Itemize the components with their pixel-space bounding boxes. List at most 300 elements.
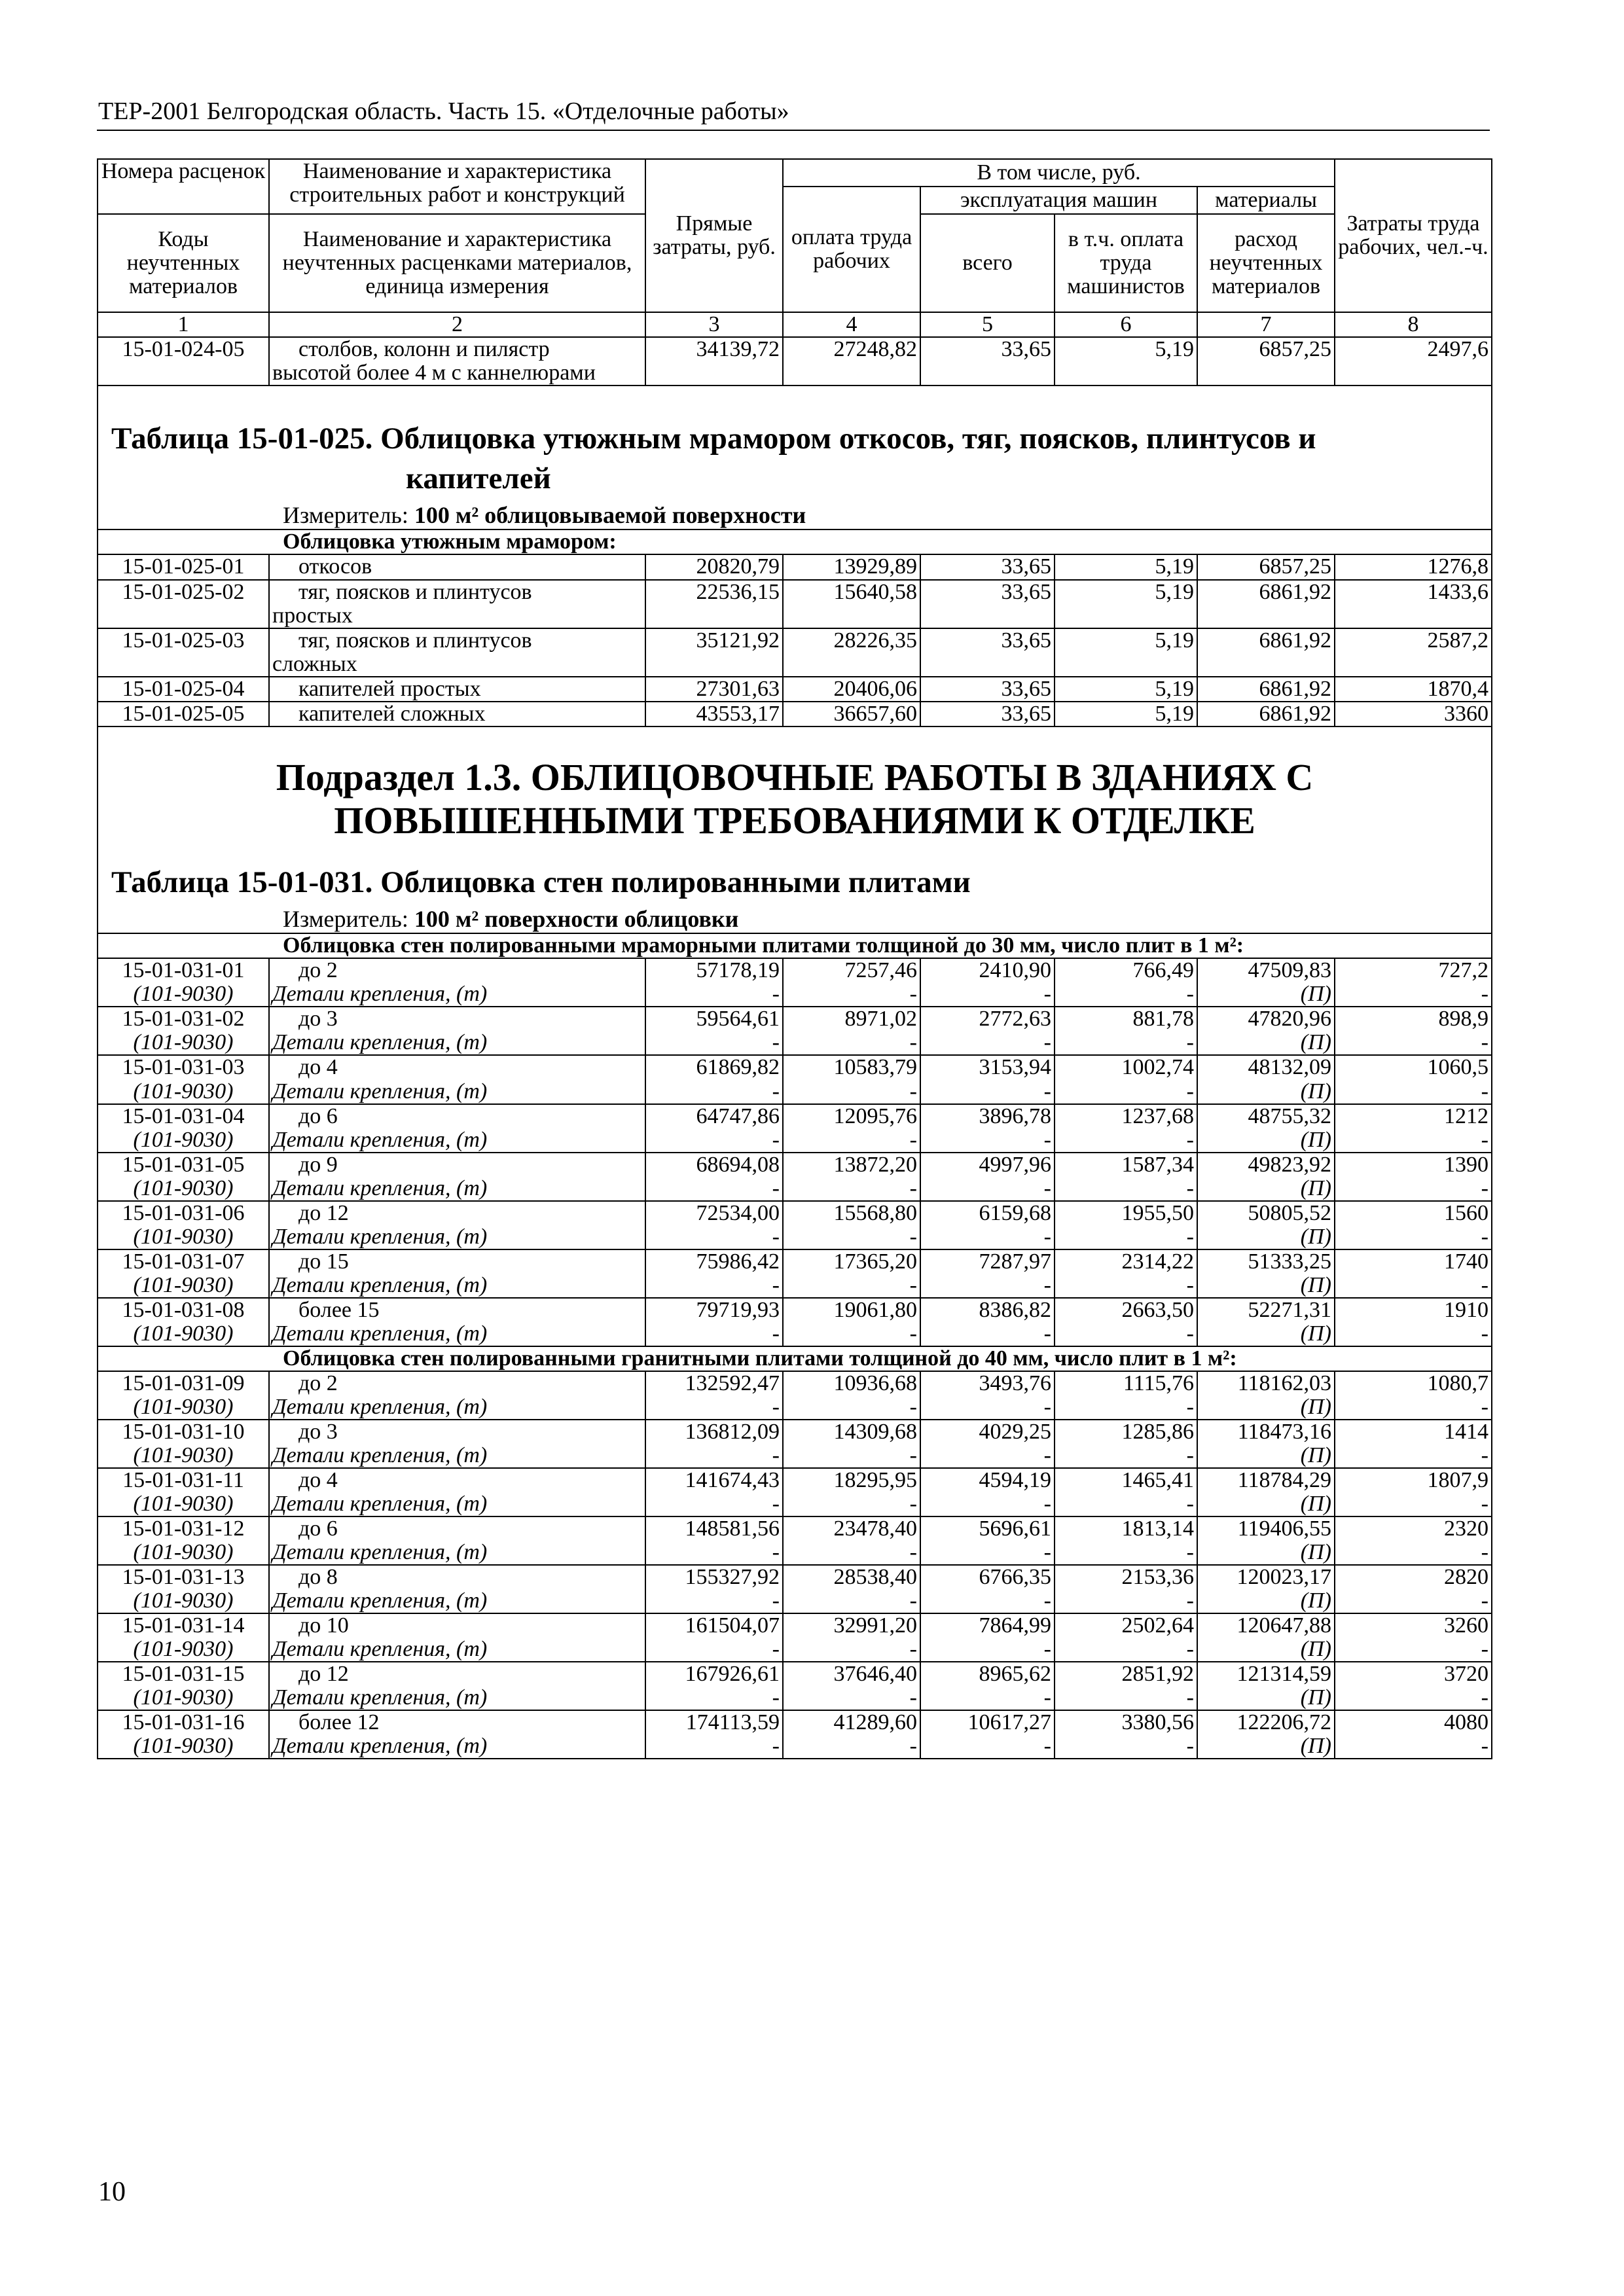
labor-hours-value: 1212 — [1444, 1103, 1489, 1128]
material-dash: - — [1186, 1079, 1194, 1103]
table-025-title-line2: капителей — [406, 461, 551, 496]
materials-cost — [1197, 958, 1335, 1007]
rate-code-main: 15-01-031-07 — [122, 1249, 245, 1274]
material-dash: - — [1043, 1030, 1051, 1055]
material-dash: - — [1186, 1492, 1194, 1516]
machines-total-value: 7864,99 — [979, 1613, 1051, 1638]
rate-code: 15-01-025-05 — [98, 702, 269, 726]
machines-total-value: 3493,76 — [979, 1371, 1051, 1395]
material-dash: - — [1481, 1272, 1489, 1297]
machines-total — [920, 1055, 1055, 1103]
material-code: (101-9030) — [133, 1685, 234, 1710]
machines-total-value: 10617,27 — [967, 1710, 1051, 1735]
col-num-2: 2 — [269, 312, 645, 337]
material-mark: (П) — [1300, 1685, 1331, 1710]
rate-name-line1: более 12 — [298, 1710, 380, 1735]
rate-name — [269, 628, 645, 677]
rate-code — [98, 1613, 269, 1662]
table-row — [98, 1613, 1492, 1662]
materials-cost — [1197, 1516, 1335, 1565]
table-row — [98, 702, 1492, 726]
labor-hours: 2587,2 — [1335, 628, 1492, 677]
materials-cost — [1197, 1201, 1335, 1249]
labor-pay: 20406,06 — [783, 677, 920, 702]
material-name: Детали крепления, (т) — [272, 1127, 488, 1152]
machines-total — [920, 1007, 1055, 1055]
table-row — [98, 1420, 1492, 1468]
material-dash: - — [1186, 1394, 1194, 1419]
material-dash: - — [909, 1224, 917, 1249]
labor-hours-value: 2820 — [1444, 1565, 1489, 1590]
material-name: Детали крепления, (т) — [272, 1637, 488, 1662]
material-name: Детали крепления, (т) — [272, 1540, 488, 1565]
direct-cost-value: 155327,92 — [685, 1565, 780, 1590]
material-dash: - — [909, 1272, 917, 1297]
rate-name — [269, 1104, 645, 1153]
rate-name-line1: до 12 — [298, 1662, 349, 1687]
labor-pay: 28226,35 — [783, 628, 920, 677]
direct-cost — [645, 1371, 783, 1420]
direct-cost — [645, 1153, 783, 1201]
material-dash: - — [1043, 1127, 1051, 1152]
material-dash: - — [1186, 1272, 1194, 1297]
direct-cost — [645, 958, 783, 1007]
machines-total — [920, 1371, 1055, 1420]
material-code: (101-9030) — [133, 1224, 234, 1249]
rate-name-line2: сложных — [272, 651, 357, 676]
col-num-7: 7 — [1197, 312, 1335, 337]
labor-hours: 1276,8 — [1335, 554, 1492, 579]
materials-cost-value: 51333,25 — [1248, 1249, 1331, 1274]
rate-code-main: 15-01-031-10 — [122, 1419, 245, 1444]
machines-total: 33,65 — [920, 337, 1055, 386]
head-numbers-row — [98, 312, 1492, 337]
material-code: (101-9030) — [133, 1492, 234, 1516]
material-dash: - — [1481, 1127, 1489, 1152]
labor-hours-value: 3260 — [1444, 1613, 1489, 1638]
machines-total — [920, 1298, 1055, 1346]
direct-cost — [645, 1710, 783, 1759]
material-mark: (П) — [1300, 1224, 1331, 1249]
labor-hours-value: 1080,7 — [1427, 1371, 1489, 1395]
materials-cost-value: 52271,31 — [1248, 1297, 1331, 1322]
material-mark: (П) — [1300, 1321, 1331, 1346]
direct-cost: 34139,72 — [645, 337, 783, 386]
table-row — [98, 337, 1492, 386]
table-025-title-row — [98, 386, 1492, 529]
material-dash: - — [1186, 1637, 1194, 1662]
head-materials: материалы — [1197, 187, 1335, 214]
table-row — [98, 580, 1492, 628]
table-row — [98, 554, 1492, 579]
labor-pay-value: 10583,79 — [833, 1055, 917, 1080]
material-mark: (П) — [1300, 1030, 1331, 1055]
material-code: (101-9030) — [133, 1079, 234, 1103]
rate-code — [98, 1420, 269, 1468]
table-025-title-line1: Таблица 15-01-025. Облицовка утюжным мрамором откосов, тяг, поясков, плинтусов и — [111, 422, 1316, 456]
material-mark: (П) — [1300, 1492, 1331, 1516]
machinists-pay — [1055, 1371, 1197, 1420]
material-dash: - — [909, 1079, 917, 1103]
material-name: Детали крепления, (т) — [272, 1734, 488, 1759]
table-025-group-title: Облицовка утюжным мрамором: — [98, 529, 1492, 554]
labor-pay-value: 10936,68 — [833, 1371, 917, 1395]
material-dash: - — [1186, 1224, 1194, 1249]
material-dash: - — [909, 1175, 917, 1200]
labor-hours: 3360 — [1335, 702, 1492, 726]
machines-total — [920, 1613, 1055, 1662]
machinists-pay — [1055, 1055, 1197, 1103]
machinists-pay — [1055, 1201, 1197, 1249]
rate-name — [269, 1371, 645, 1420]
labor-hours — [1335, 1662, 1492, 1710]
rate-code — [98, 1249, 269, 1298]
material-mark: (П) — [1300, 1637, 1331, 1662]
head-col2-bottom: Наименование и характеристика неучтенных расценками материалов, единица измерения — [269, 214, 645, 312]
material-name: Детали крепления, (т) — [272, 1079, 488, 1103]
rate-name-line2: высотой более 4 м с каннелюрами — [272, 361, 596, 386]
machinists-pay: 5,19 — [1055, 702, 1197, 726]
machinists-pay — [1055, 1565, 1197, 1613]
machinists-pay-value: 1237,68 — [1121, 1103, 1194, 1128]
rate-name-line1: до 2 — [298, 958, 338, 983]
material-dash: - — [1481, 1685, 1489, 1710]
rate-code: 15-01-025-04 — [98, 677, 269, 702]
head-col8: Затраты труда рабочих, чел.-ч. — [1335, 159, 1492, 312]
material-dash: - — [772, 1492, 780, 1516]
table-row — [98, 628, 1492, 677]
materials-cost — [1197, 1371, 1335, 1420]
machines-total — [920, 1710, 1055, 1759]
material-dash: - — [1186, 1540, 1194, 1565]
head-machines: эксплуатация машин — [920, 187, 1197, 214]
direct-cost-value: 136812,09 — [685, 1419, 780, 1444]
rates-table — [97, 158, 1492, 1759]
machines-total — [920, 1516, 1055, 1565]
materials-cost-value: 47509,83 — [1248, 958, 1331, 983]
material-dash: - — [1043, 1734, 1051, 1759]
material-dash: - — [1043, 982, 1051, 1007]
labor-pay-value: 12095,76 — [833, 1103, 917, 1128]
table-row — [98, 1298, 1492, 1346]
table-row — [98, 677, 1492, 702]
material-code: (101-9030) — [133, 1127, 234, 1152]
machinists-pay — [1055, 1468, 1197, 1516]
direct-cost-value: 148581,56 — [685, 1516, 780, 1541]
rate-code-main: 15-01-031-13 — [122, 1565, 245, 1590]
direct-cost — [645, 1565, 783, 1613]
rate-code-main: 15-01-031-15 — [122, 1662, 245, 1687]
material-code: (101-9030) — [133, 1394, 234, 1419]
machines-total-value: 5696,61 — [979, 1516, 1051, 1541]
table-031-measure — [98, 903, 1491, 933]
materials-cost — [1197, 1613, 1335, 1662]
materials-cost-value: 119406,55 — [1237, 1516, 1331, 1541]
material-dash: - — [1043, 1685, 1051, 1710]
material-code: (101-9030) — [133, 1637, 234, 1662]
material-name: Детали крепления, (т) — [272, 1685, 488, 1710]
machinists-pay — [1055, 1420, 1197, 1468]
rate-code — [98, 1662, 269, 1710]
labor-hours-value: 1060,5 — [1427, 1055, 1489, 1080]
rate-name-line1: до 6 — [298, 1103, 338, 1128]
material-code: (101-9030) — [133, 1272, 234, 1297]
labor-pay — [783, 1201, 920, 1249]
direct-cost — [645, 1055, 783, 1103]
table-row — [98, 1055, 1492, 1103]
header-rule — [97, 130, 1490, 131]
machines-total — [920, 1565, 1055, 1613]
rate-code-main: 15-01-031-02 — [122, 1007, 245, 1031]
labor-pay-value: 14309,68 — [833, 1419, 917, 1444]
machinists-pay-value: 766,49 — [1132, 958, 1194, 983]
materials-cost: 6861,92 — [1197, 580, 1335, 628]
direct-cost-value: 75986,42 — [696, 1249, 780, 1274]
material-code: (101-9030) — [133, 1030, 234, 1055]
materials-cost: 6861,92 — [1197, 677, 1335, 702]
material-dash: - — [1186, 1685, 1194, 1710]
material-dash: - — [1481, 1540, 1489, 1565]
materials-cost: 6861,92 — [1197, 628, 1335, 677]
rate-name-line1: тяг, поясков и плинтусов — [298, 579, 532, 604]
labor-pay — [783, 1613, 920, 1662]
materials-cost-value: 47820,96 — [1248, 1007, 1331, 1031]
materials-cost — [1197, 1104, 1335, 1153]
rate-name — [269, 1468, 645, 1516]
material-code: (101-9030) — [133, 1588, 234, 1613]
labor-pay: 36657,60 — [783, 702, 920, 726]
material-dash: - — [1043, 1540, 1051, 1565]
direct-cost-value: 174113,59 — [685, 1710, 780, 1735]
machinists-pay-value: 2663,50 — [1121, 1297, 1194, 1322]
rate-code — [98, 1516, 269, 1565]
col-num-1: 1 — [98, 312, 269, 337]
machines-total-value: 6159,68 — [979, 1200, 1051, 1225]
rate-name-line1: до 8 — [298, 1565, 338, 1590]
material-code: (101-9030) — [133, 982, 234, 1007]
direct-cost: 35121,92 — [645, 628, 783, 677]
labor-pay — [783, 1055, 920, 1103]
materials-cost-value: 48755,32 — [1248, 1103, 1331, 1128]
labor-hours — [1335, 1420, 1492, 1468]
machines-total-value: 6766,35 — [979, 1565, 1051, 1590]
material-dash: - — [1186, 1588, 1194, 1613]
material-mark: (П) — [1300, 1079, 1331, 1103]
machines-total-value: 4997,96 — [979, 1152, 1051, 1177]
table-row — [98, 1468, 1492, 1516]
labor-pay-value: 8971,02 — [844, 1007, 917, 1031]
materials-cost — [1197, 1298, 1335, 1346]
material-dash: - — [772, 1540, 780, 1565]
table-row — [98, 1710, 1492, 1759]
direct-cost: 27301,63 — [645, 677, 783, 702]
material-mark: (П) — [1300, 1394, 1331, 1419]
labor-hours — [1335, 1153, 1492, 1201]
rate-code — [98, 1104, 269, 1153]
rate-name — [269, 337, 645, 386]
machinists-pay: 5,19 — [1055, 580, 1197, 628]
labor-hours — [1335, 1468, 1492, 1516]
machinists-pay — [1055, 1298, 1197, 1346]
section-title-line1: Подраздел 1.3. ОБЛИЦОВОЧНЫЕ РАБОТЫ В ЗДАНИЯХ С — [276, 755, 1314, 798]
material-code: (101-9030) — [133, 1540, 234, 1565]
machines-total-value: 8386,82 — [979, 1297, 1051, 1322]
machinists-pay — [1055, 1662, 1197, 1710]
rate-code — [98, 1565, 269, 1613]
labor-pay-value: 17365,20 — [833, 1249, 917, 1274]
material-dash: - — [1481, 1079, 1489, 1103]
material-dash: - — [772, 982, 780, 1007]
head-col2-top: Наименование и характеристика строительных работ и конструкций — [269, 159, 645, 214]
rate-name — [269, 702, 645, 726]
labor-hours-value: 2320 — [1444, 1516, 1489, 1541]
rate-name-line1: до 12 — [298, 1200, 349, 1225]
direct-cost — [645, 1420, 783, 1468]
rate-code — [98, 958, 269, 1007]
labor-pay-value: 13872,20 — [833, 1152, 917, 1177]
material-dash: - — [772, 1127, 780, 1152]
machinists-pay: 5,19 — [1055, 677, 1197, 702]
labor-pay — [783, 1662, 920, 1710]
material-dash: - — [1481, 1734, 1489, 1759]
rate-name — [269, 1201, 645, 1249]
material-dash: - — [772, 1079, 780, 1103]
material-dash: - — [1043, 1321, 1051, 1346]
labor-pay-value: 28538,40 — [833, 1565, 917, 1590]
labor-hours — [1335, 1201, 1492, 1249]
material-dash: - — [1186, 1734, 1194, 1759]
machines-total-value: 4594,19 — [979, 1468, 1051, 1492]
table-row — [98, 1516, 1492, 1565]
materials-cost-value: 121314,59 — [1236, 1662, 1331, 1687]
machinists-pay — [1055, 1516, 1197, 1565]
head-incl: В том числе, руб. — [783, 159, 1335, 187]
material-name: Детали крепления, (т) — [272, 1224, 488, 1249]
rate-name — [269, 958, 645, 1007]
rate-name-line1: капителей простых — [298, 676, 481, 701]
rate-code-main: 15-01-031-14 — [122, 1613, 245, 1638]
material-code: (101-9030) — [133, 1321, 234, 1346]
machines-total: 33,65 — [920, 702, 1055, 726]
table-025-group-row — [98, 529, 1492, 554]
direct-cost-value: 132592,47 — [685, 1371, 780, 1395]
direct-cost: 20820,79 — [645, 554, 783, 579]
material-dash: - — [1481, 1224, 1489, 1249]
table-row — [98, 1249, 1492, 1298]
labor-pay-value: 32991,20 — [833, 1613, 917, 1638]
materials-cost — [1197, 1007, 1335, 1055]
labor-pay — [783, 1298, 920, 1346]
machinists-pay-value: 1465,41 — [1121, 1468, 1194, 1492]
direct-cost — [645, 1249, 783, 1298]
material-mark: (П) — [1300, 982, 1331, 1007]
machines-total-value: 2772,63 — [979, 1007, 1051, 1031]
material-dash: - — [1186, 1321, 1194, 1346]
rate-code — [98, 1468, 269, 1516]
machines-total — [920, 958, 1055, 1007]
material-dash: - — [1481, 1588, 1489, 1613]
material-dash: - — [1481, 1030, 1489, 1055]
measure-label: Измеритель: — [283, 906, 408, 933]
machines-total: 33,65 — [920, 580, 1055, 628]
material-dash: - — [1481, 1443, 1489, 1467]
material-dash: - — [772, 1321, 780, 1346]
labor-pay — [783, 1565, 920, 1613]
material-dash: - — [1043, 1224, 1051, 1249]
material-dash: - — [772, 1224, 780, 1249]
labor-hours — [1335, 1249, 1492, 1298]
material-dash: - — [909, 1540, 917, 1565]
materials-cost — [1197, 1153, 1335, 1201]
table-031-measure-value: 100 м² поверхности облицовки — [414, 906, 739, 933]
table-row — [98, 1104, 1492, 1153]
labor-hours — [1335, 1613, 1492, 1662]
rate-name-line1: откосов — [298, 554, 372, 579]
labor-hours-value: 4080 — [1444, 1710, 1489, 1735]
labor-pay — [783, 1153, 920, 1201]
table-row — [98, 1662, 1492, 1710]
rate-code: 15-01-025-02 — [98, 580, 269, 628]
material-name: Детали крепления, (т) — [272, 1175, 488, 1200]
material-dash: - — [772, 1272, 780, 1297]
materials-cost — [1197, 1565, 1335, 1613]
labor-hours-value: 1414 — [1444, 1419, 1489, 1444]
machines-total-value: 4029,25 — [979, 1419, 1051, 1444]
rate-code: 15-01-025-01 — [98, 554, 269, 579]
materials-cost — [1197, 1710, 1335, 1759]
table-row — [98, 1371, 1492, 1420]
direct-cost — [645, 1201, 783, 1249]
machines-total-value: 3896,78 — [979, 1103, 1051, 1128]
direct-cost — [645, 1468, 783, 1516]
materials-cost — [1197, 1662, 1335, 1710]
material-dash: - — [1043, 1637, 1051, 1662]
rate-name — [269, 1565, 645, 1613]
labor-hours-value: 3720 — [1444, 1662, 1489, 1687]
labor-hours-value: 1807,9 — [1427, 1468, 1489, 1492]
rate-name — [269, 1298, 645, 1346]
table-031-title: Таблица 15-01-031. Облицовка стен полированными плитами — [111, 865, 971, 900]
labor-hours-value: 1390 — [1444, 1152, 1489, 1177]
material-name: Детали крепления, (т) — [272, 1321, 488, 1346]
table-025-measure-value: 100 м² облицовываемой поверхности — [414, 502, 806, 529]
rate-name — [269, 554, 645, 579]
head-row-1 — [98, 159, 1492, 187]
labor-pay-value: 15568,80 — [833, 1200, 917, 1225]
col-num-8: 8 — [1335, 312, 1492, 337]
labor-pay-value: 19061,80 — [833, 1297, 917, 1322]
material-dash: - — [1481, 1492, 1489, 1516]
material-mark: (П) — [1300, 1272, 1331, 1297]
material-dash: - — [1043, 1492, 1051, 1516]
labor-hours — [1335, 1710, 1492, 1759]
machinists-pay-value: 2502,64 — [1121, 1613, 1194, 1638]
labor-hours — [1335, 1516, 1492, 1565]
direct-cost-value: 68694,08 — [696, 1152, 780, 1177]
labor-hours: 1870,4 — [1335, 677, 1492, 702]
labor-pay-value: 37646,40 — [833, 1662, 917, 1687]
rate-name-line1: до 4 — [298, 1055, 338, 1080]
labor-pay — [783, 1516, 920, 1565]
material-dash: - — [772, 1394, 780, 1419]
col-num-5: 5 — [920, 312, 1055, 337]
machinists-pay — [1055, 1249, 1197, 1298]
labor-pay-value: 7257,46 — [844, 958, 917, 983]
rate-code: 15-01-024-05 — [98, 337, 269, 386]
direct-cost-value: 141674,43 — [685, 1468, 780, 1492]
direct-cost — [645, 1104, 783, 1153]
labor-pay — [783, 1420, 920, 1468]
